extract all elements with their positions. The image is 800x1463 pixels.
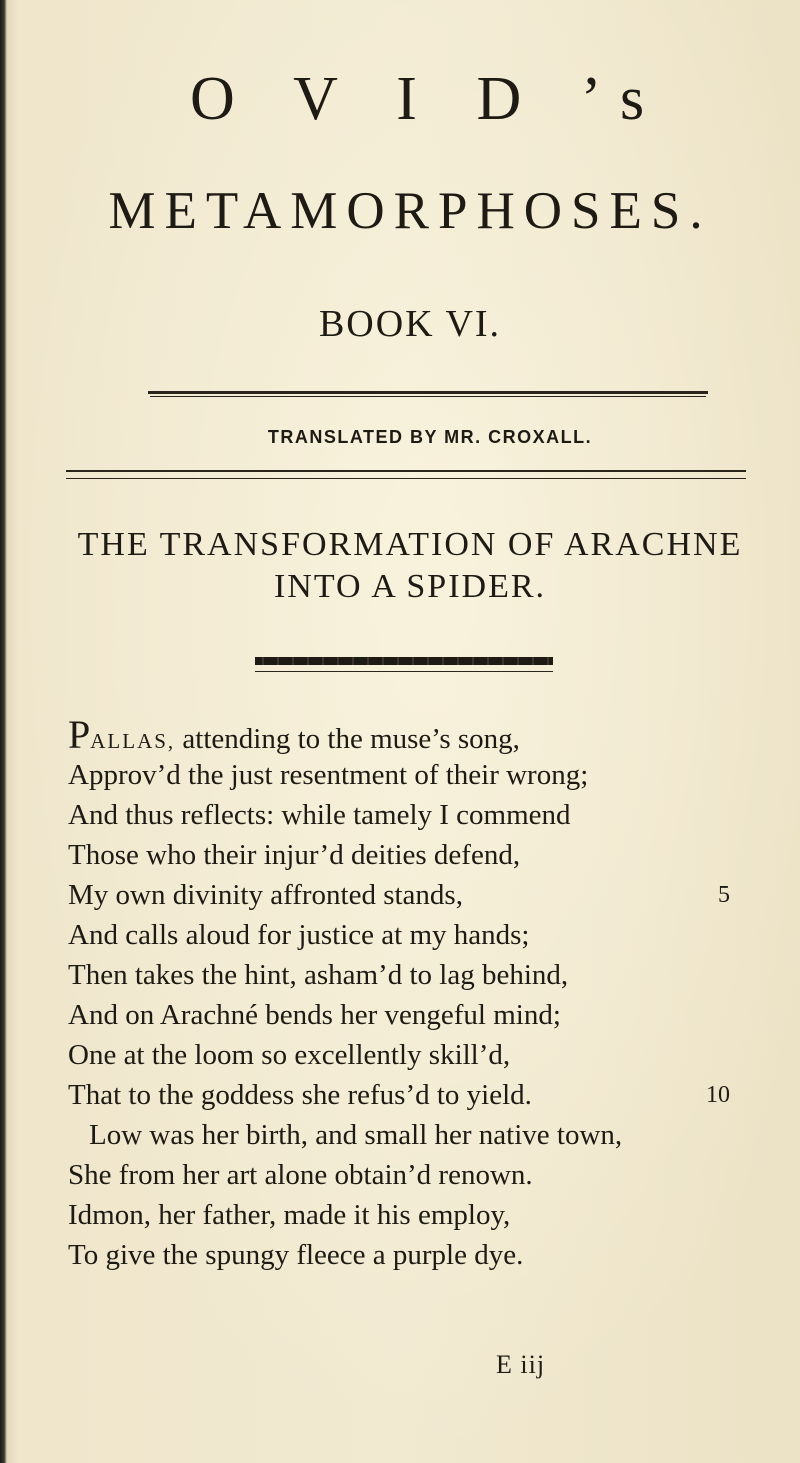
- poem-line-first: [68, 712, 748, 757]
- translator-credit: TRANSLATED BY MR. CROXALL.: [267, 427, 593, 447]
- book-number: BOOK VI.: [318, 303, 502, 345]
- poem-line-text: Idmon, her father, made it his employ,: [68, 1199, 511, 1231]
- poem-line: [68, 995, 748, 1035]
- title-work: METAMORPHOSES.: [108, 182, 712, 240]
- poem-line: [68, 1235, 748, 1275]
- poem-line-text: One at the loom so excellently skill’d,: [68, 1039, 511, 1071]
- poem-line-text: My own divinity affronted stands,: [68, 879, 463, 911]
- ornamental-rule: [255, 657, 553, 665]
- poem-line-text: She from her art alone obtain’d renown.: [68, 1159, 533, 1191]
- poem-line-text: That to the goddess she refus’d to yield.: [68, 1079, 532, 1111]
- title-author: O V I D ’s: [190, 65, 667, 133]
- divider-rule-double-bottom: [66, 478, 746, 479]
- poem-line: [68, 875, 748, 915]
- poem-line-text: Approv’d the just resentment of their wrong;: [68, 759, 589, 791]
- poem-lines: [68, 755, 748, 1275]
- poem-line: [68, 915, 748, 955]
- poem-line-text: To give the spungy fleece a purple dye.: [68, 1239, 524, 1271]
- poem-line: [68, 1115, 748, 1155]
- poem-line-text: Those who their injur’d deities defend,: [68, 839, 521, 871]
- line-number: 10: [706, 1082, 730, 1108]
- poem-line-text: Then takes the hint, asham’d to lag behind,: [68, 959, 569, 991]
- signature-mark: E iij: [496, 1350, 546, 1379]
- poem-line-text: And on Arachné bends her vengeful mind;: [68, 999, 561, 1031]
- line-number: 5: [718, 882, 730, 908]
- section-heading-line-2: INTO A SPIDER.: [273, 568, 547, 605]
- small-caps-word: ALLAS,: [90, 729, 176, 753]
- divider-rule-double-top: [66, 470, 746, 472]
- poem-line-text: Low was her birth, and small her native town,: [89, 1119, 623, 1151]
- divider-rule-thick: [148, 391, 708, 394]
- ornamental-rule-underline: [255, 671, 553, 672]
- poem-line-text: attending to the muse’s song,: [175, 723, 520, 755]
- poem-line: [68, 1195, 748, 1235]
- poem-line: [68, 795, 748, 835]
- initial-letter: P: [68, 712, 91, 757]
- poem-body: [68, 712, 748, 1275]
- poem-line: [68, 1035, 748, 1075]
- poem-line-text: And thus reflects: while tamely I commend: [68, 799, 571, 831]
- poem-line: [68, 835, 748, 875]
- poem-line: [68, 955, 748, 995]
- poem-line-text: And calls aloud for justice at my hands;: [68, 919, 530, 951]
- section-heading-line-1: THE TRANSFORMATION OF ARACHNE: [77, 526, 743, 563]
- binding-edge: [0, 0, 7, 1463]
- poem-line: [68, 1155, 748, 1195]
- divider-rule-thin: [150, 396, 706, 397]
- poem-line: [68, 755, 748, 795]
- poem-line: [68, 1075, 748, 1115]
